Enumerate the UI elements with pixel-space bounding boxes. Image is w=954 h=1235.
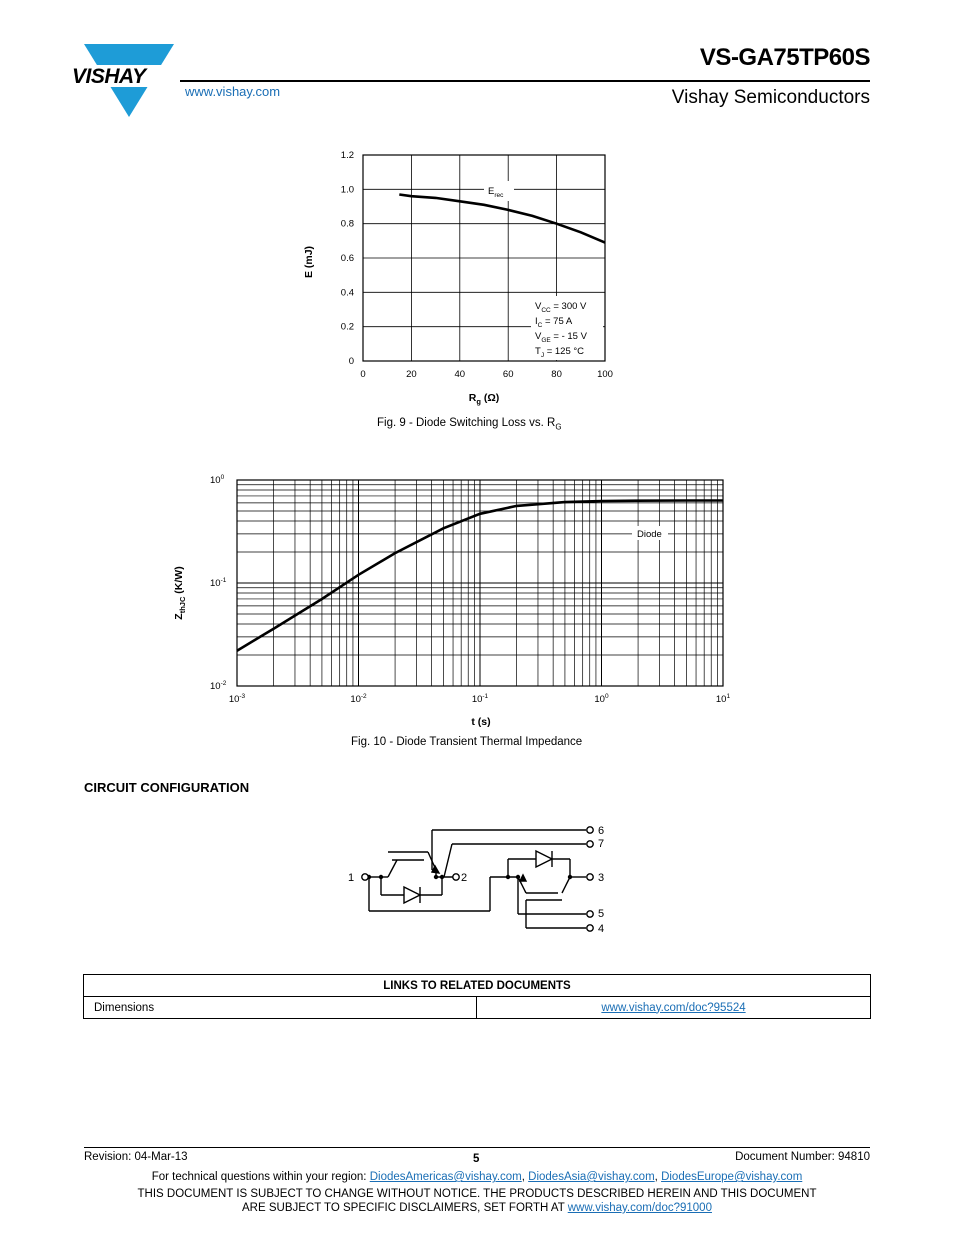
fig9-condition-line: $V_{CC} = 300$ V xyxy=(535,301,587,314)
fig9-y-axis-label: E (mJ) xyxy=(303,245,315,279)
fig9-x-tick-label: 100 xyxy=(597,369,613,380)
tech-contact-prefix: For technical questions within your region: xyxy=(151,1171,370,1183)
table-row xyxy=(84,997,871,1019)
pin-labels xyxy=(348,825,604,935)
email-europe-link[interactable]: DiodesEurope@vishay.com xyxy=(661,1171,803,1183)
revision-date: Revision: 04-Mar-13 xyxy=(84,1151,188,1163)
fig9-y-tick-label: 0.8 xyxy=(340,218,354,230)
fig9-y-tick-label: 0.2 xyxy=(340,321,354,333)
pin-1-label: 1 xyxy=(348,872,355,884)
fig10-x-tick-label: $10^{-1}$ xyxy=(471,693,489,705)
dimensions-link[interactable]: www.vishay.com/doc?95524 xyxy=(601,1001,746,1014)
pin-3-label: 3 xyxy=(598,872,605,884)
fig10-curve-label: Diode xyxy=(637,529,662,540)
pin-4-label: 4 xyxy=(598,923,605,935)
tech-contact-line xyxy=(0,1171,954,1183)
section-heading: CIRCUIT CONFIGURATION xyxy=(84,780,250,795)
vishay-logo xyxy=(70,44,182,120)
fig10-chart xyxy=(170,465,740,735)
fig10-caption: Fig. 10 - Diode Transient Thermal Impedance xyxy=(351,736,583,748)
fig9-x-tick-label: 40 xyxy=(454,369,466,380)
pin-7-label: 7 xyxy=(598,838,605,850)
disclaimer-line-2 xyxy=(0,1202,954,1214)
fig9-condition-line: $T_J = 125$ °C xyxy=(535,346,585,359)
page-number: 5 xyxy=(473,1153,480,1165)
fig10-y-tick-label: $10^{-2}$ xyxy=(210,680,227,692)
fig9-x-tick-label: 0 xyxy=(360,369,366,380)
fig10-x-tick-label: $10^0$ xyxy=(594,693,609,705)
fig10-x-tick-label: $10^{-2}$ xyxy=(350,693,367,705)
fig10-x-tick-label: $10^1$ xyxy=(715,693,731,705)
fig9-y-tick-label: 1.0 xyxy=(340,184,354,196)
fig10-x-tick-label: $10^{-3}$ xyxy=(228,693,246,705)
fig10-y-tick-label: $10^0$ xyxy=(210,474,225,486)
fig9-x-axis-label: $R_g$ (Ω) xyxy=(468,392,500,406)
fig9-x-tick-label: 20 xyxy=(406,369,417,380)
pin-5-label: 5 xyxy=(598,908,605,920)
fig9-caption: Fig. 9 - Diode Switching Loss vs. $R_G$ xyxy=(377,417,562,432)
footer-rule xyxy=(84,1147,870,1148)
header-rule xyxy=(180,80,870,82)
fig9-condition-line: $V_{GE}$ = - 15 V xyxy=(535,331,587,344)
email-separator: , xyxy=(521,1171,529,1183)
part-number: VS-GA75TP60S xyxy=(699,44,870,71)
company-subtitle: Vishay Semiconductors xyxy=(671,87,870,108)
terminals xyxy=(362,827,593,931)
table-header: LINKS TO RELATED DOCUMENTS xyxy=(84,975,871,997)
website-link[interactable]: www.vishay.com xyxy=(185,84,281,99)
related-documents-table xyxy=(83,974,871,1019)
pin-6-label: 6 xyxy=(598,825,605,837)
fig10-y-axis-label: $Z_{thJC}$ (K/W) xyxy=(173,566,187,620)
dimensions-link-cell xyxy=(477,997,871,1019)
document-number: Document Number: 94810 xyxy=(735,1151,870,1163)
table-header-row xyxy=(84,975,871,997)
fig9-chart xyxy=(290,140,630,420)
fig9-condition-line: $I_C = 75$ A xyxy=(535,316,573,329)
disclaimer-text: ARE SUBJECT TO SPECIFIC DISCLAIMERS, SET FORTH AT xyxy=(242,1202,568,1214)
email-separator: , xyxy=(654,1171,662,1183)
email-asia-link[interactable]: DiodesAsia@vishay.com xyxy=(528,1171,655,1183)
fig9-y-tick-label: 1.2 xyxy=(340,150,354,161)
disclaimer-line-1: THIS DOCUMENT IS SUBJECT TO CHANGE WITHOUT NOTICE. THE PRODUCTS DESCRIBED HEREIN AND THIS DOCUMENT xyxy=(137,1188,817,1200)
fig10-tick-labels xyxy=(210,474,730,705)
right-igbt xyxy=(508,851,586,928)
pin-2-label: 2 xyxy=(461,872,468,884)
logo-text: VISHAY xyxy=(72,65,146,88)
fig9-y-tick-label: 0 xyxy=(348,356,354,367)
fig9-curve-label: $E_{rec}$ xyxy=(488,186,504,199)
junction-dots xyxy=(367,875,572,879)
fig9-y-tick-label: 0.4 xyxy=(340,287,354,299)
fig10-y-tick-label: $10^{-1}$ xyxy=(210,577,227,589)
dimensions-label: Dimensions xyxy=(84,997,477,1019)
disclaimer-link[interactable]: www.vishay.com/doc?91000 xyxy=(567,1202,712,1214)
fig9-erec-curve xyxy=(399,195,605,243)
fig10-grid xyxy=(237,480,723,686)
fig9-x-tick-label: 60 xyxy=(502,369,514,380)
left-diode xyxy=(381,877,442,903)
fig10-x-axis-label: t (s) xyxy=(471,716,491,728)
fig9-y-tick-label: 0.6 xyxy=(340,253,354,264)
fig9-x-tick-label: 80 xyxy=(551,369,562,380)
left-igbt xyxy=(369,852,456,877)
email-americas-link[interactable]: DiodesAmericas@vishay.com xyxy=(369,1171,522,1183)
circuit-diagram xyxy=(340,818,620,942)
